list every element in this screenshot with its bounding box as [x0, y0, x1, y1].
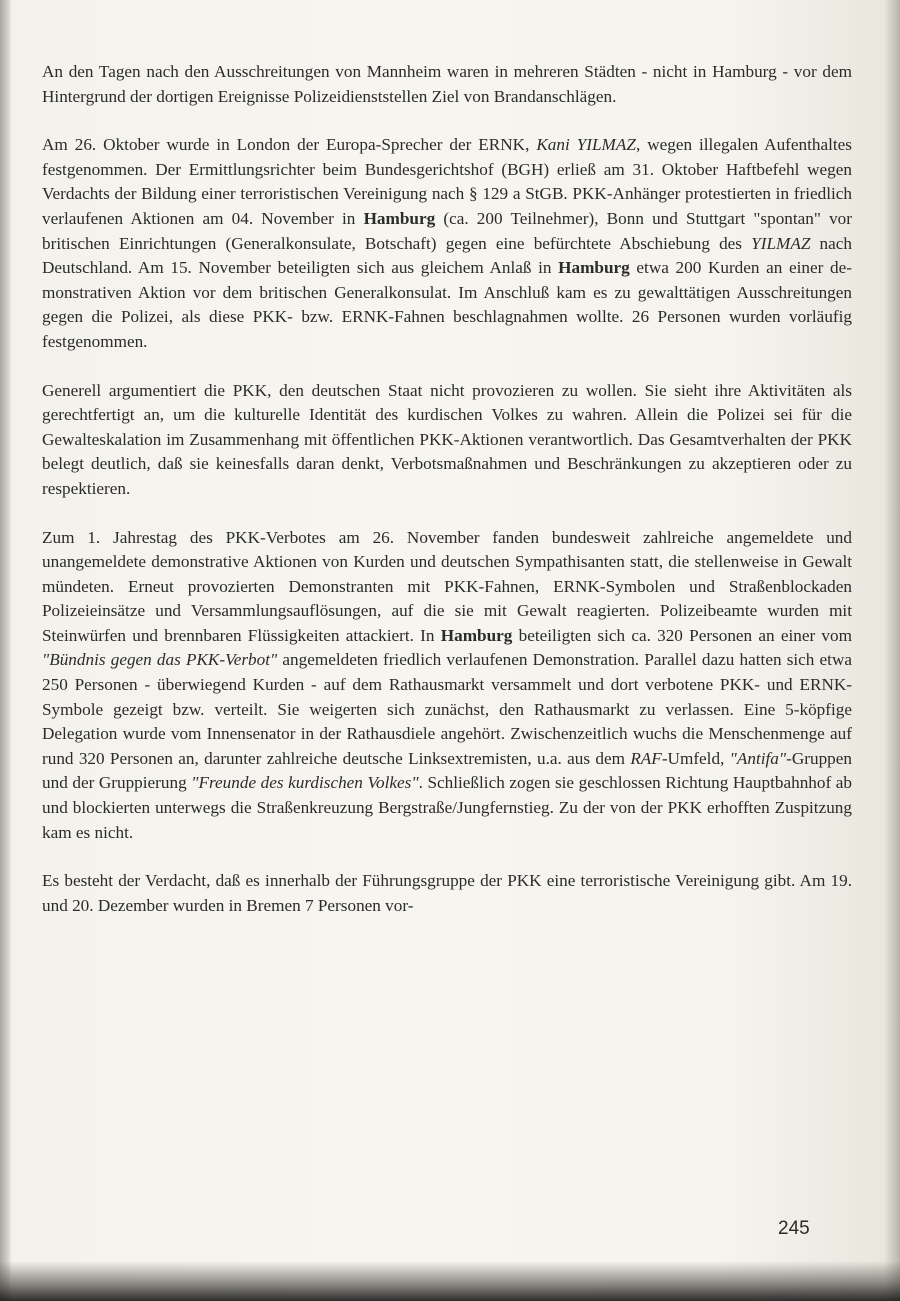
page-edge-shadow	[884, 0, 900, 1301]
bold-text-run: Hamburg	[440, 625, 513, 645]
text-run: beteiligten sich ca. 320 Personen an einer vom	[512, 625, 852, 645]
text-run: , wegen illegalen Aufenthaltes festgenommen. Der Ermittlungsrichter beim Bundesgerichtshof (BGH) erließ am 31. Oktober Haftbefehl wegen Verdachts der Bildung einer terroristischen Vereinigung nach § 129 a StGB. PKK-Anhänger protestierten in friedlich verlaufenen Aktionen am 04. November in	[42, 135, 852, 228]
text-run: Zum 1. Jahrestag des PKK-Verbotes am 26. November fanden bundesweit zahlreiche angemeldete und unangemeldete demonstrative Aktionen von Kurden und deutschen Sympathisanten statt, die stellenweise in Gewalt mündeten. Erneut provozierten Demonstranten mit PKK-Fahnen, ERNK-Symbolen und Straßenblockaden Polizeieinsätze und Versammlungsauflösungen, auf die sie mit Gewalt reagierten. Polizeibeamte wurden mit Steinwürfen und brennbaren Flüssigkeiten attackiert. In	[42, 527, 852, 645]
paragraph-2	[42, 133, 852, 354]
text-run: nach Deutschland. Am 15. November beteiligten sich aus gleichem Anlaß in	[42, 233, 853, 278]
text-run: angemeldeten friedlich verlaufenen Demonstration. Parallel dazu hatten sich etwa 250 Personen - überwiegend Kurden - auf dem Rathausmarkt versammelt und dort verbotene PKK- und ERNK-Symbole gezeigt bzw. verteilt. Sie weigerten sich zunächst, den Rathausmarkt zu verlassen. Eine 5-köpfige Delegation wurde vom Innensenator in der Rathausdiele angehört. Zwischenzeitlich wuchs die Menschenmenge auf rund 320 Personen an, darunter zahlreiche deutsche Linksextremisten, u.a. aus dem	[42, 650, 852, 768]
italic-text-run: "Bündnis gegen das PKK-Verbot"	[42, 650, 278, 670]
scan-bottom-shadow	[0, 1261, 900, 1301]
text-run: Es besteht der Verdacht, daß es innerhalb der Führungsgruppe der PKK eine terroristische Vereinigung gibt. Am 19. und 20. Dezember wurden in Bremen 7 Personen vor-	[42, 871, 852, 915]
page-binding-shadow	[0, 0, 10, 1301]
italic-text-run: YILMAZ	[751, 233, 811, 253]
text-run: . Schließlich zogen sie geschlossen Richtung Hauptbahnhof ab und blockierten unterwegs die Straßenkreuzung Bergstraße/Jungfernstieg. Zu der von der PKK erhofften Zuspitzung kam es nicht.	[42, 773, 852, 842]
text-run: Am 26. Oktober wurde in London der Europa-Sprecher der ERNK,	[42, 135, 537, 155]
paragraph-1	[42, 60, 852, 109]
text-run: -Umfeld,	[661, 748, 730, 768]
text-run: -Gruppen und der Gruppierung	[42, 748, 852, 793]
body-text	[42, 60, 852, 942]
text-run: An den Tagen nach den Ausschreitungen von Mannheim waren in mehreren Städten - nicht in Hamburg - vor dem Hintergrund der dortigen Ereignisse Polizeidienststellen Ziel von Brandanschlägen.	[42, 62, 852, 106]
paragraph-3	[42, 379, 852, 502]
paragraph-4	[42, 526, 852, 846]
italic-text-run: "Antifa"	[729, 748, 787, 768]
page-number: 245	[778, 1218, 810, 1239]
italic-text-run: "Freunde des kurdischen Volkes"	[191, 773, 419, 793]
italic-text-run: Kani YILMAZ	[536, 135, 636, 155]
bold-text-run: Hamburg	[363, 208, 436, 228]
paragraph-5	[42, 869, 852, 918]
text-run: (ca. 200 Teilnehmer), Bonn und Stuttgart "spontan" vor britischen Einrichtungen (Generalkonsulate, Botschaft) gegen eine befürchtete Abschiebung des	[42, 208, 852, 253]
bold-text-run: Hamburg	[558, 258, 630, 278]
italic-text-run: RAF	[630, 748, 662, 768]
text-run: Generell argumentiert die PKK, den deutschen Staat nicht provozieren zu wollen. Sie sieht ihre Aktivitäten als gerechtfertigt an, um die kulturelle Identität des kurdischen Volkes zu wahren. Allein die Polizei sei für die Gewalteskalation im Zusammenhang mit öffentlichen PKK-Aktionen verantwortlich. Das Gesamtverhalten der PKK belegt deutlich, daß sie keinesfalls daran denkt, Verbotsmaßnahmen und Beschränkungen zu akzeptieren oder zu respektieren.	[42, 380, 852, 498]
text-run: etwa 200 Kurden an einer demonstrativen Aktion vor dem britischen Generalkonsulat. Im Anschluß kam es zu gewalttätigen Ausschreitungen gegen die Polizei, als diese PKK- bzw. ERNK-Fahnen beschlagnahmen wollte. 26 Personen wurden vorläufig festgenommen.	[42, 258, 852, 351]
